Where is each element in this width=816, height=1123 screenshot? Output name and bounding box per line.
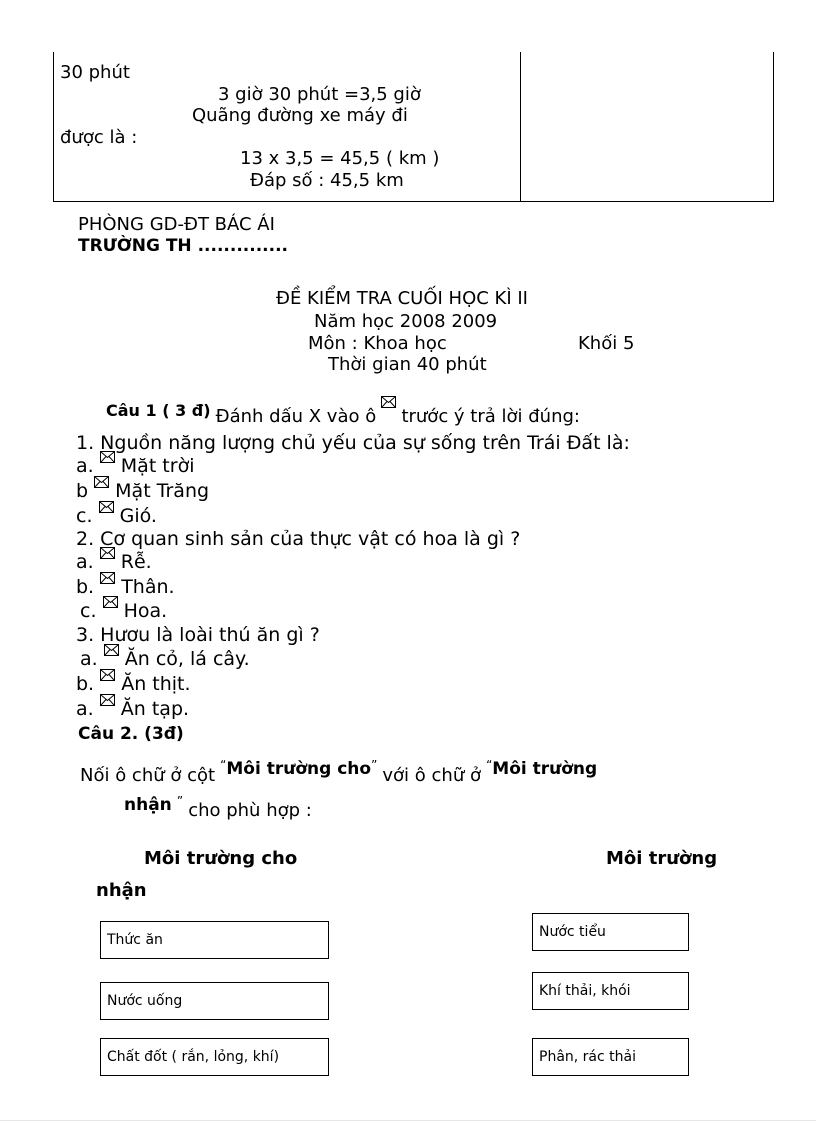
page-bottom-divider [0, 1120, 816, 1121]
exam-year: Năm học 2008 2009 [314, 311, 498, 332]
column-header-receive-b: nhận [96, 880, 147, 901]
left-item-box[interactable]: Nước uống [100, 982, 329, 1020]
left-item-box[interactable]: Chất đốt ( rắn, lỏng, khí) [100, 1038, 329, 1076]
right-item-box[interactable]: Nước tiểu [532, 913, 689, 951]
close-quote: ” [176, 794, 184, 808]
table-calc: 13 x 3,5 = 45,5 ( km ) [240, 148, 440, 169]
table-right-border [773, 52, 774, 202]
checkbox-icon[interactable] [99, 501, 114, 513]
exam-subject: Môn : Khoa học [308, 333, 447, 354]
option-prefix: a. [76, 698, 94, 720]
q1-sub1-question: 1. Nguồn năng lượng chủ yếu của sự sống trên Trái Đất là: [76, 432, 630, 454]
option-text: Ăn tạp. [120, 698, 190, 720]
q2-instruction-line1 [80, 758, 598, 786]
exam-title: ĐỀ KIỂM TRA CUỐI HỌC KÌ II [276, 288, 528, 309]
option-prefix: b. [76, 576, 95, 598]
q2-col-receive-b: nhận [124, 795, 172, 815]
q1-sub3-option-a [80, 648, 250, 670]
table-bottom-border [53, 201, 774, 202]
office-name: PHÒNG GD-ĐT BÁC ÁI [78, 214, 275, 235]
option-prefix: b [76, 480, 89, 502]
left-item-box[interactable]: Thức ăn [100, 921, 329, 959]
exam-time: Thời gian 40 phút [328, 354, 487, 375]
q2-instruction-line2 [124, 794, 312, 821]
table-left-border [53, 52, 54, 202]
q2-instruction-mid: với ô chữ ở [382, 765, 481, 786]
checkbox-icon [381, 396, 396, 408]
table-answer: Đáp số : 45,5 km [250, 170, 404, 191]
q1-sub2-question: 2. Cơ quan sinh sản của thực vật có hoa là gì ? [76, 528, 521, 550]
q1-sub1-option-a [76, 455, 194, 477]
q1-label: Câu 1 ( 3 đ) [106, 401, 211, 420]
right-item-box[interactable]: Phân, rác thải [532, 1038, 689, 1076]
q2-col-receive-a: Môi trường [492, 759, 598, 779]
school-name: TRƯỜNG TH .............. [78, 236, 288, 256]
q1-sub3-option-c [76, 698, 189, 720]
option-text: Thân. [121, 576, 175, 598]
table-mid-border [520, 52, 521, 202]
exam-grade: Khối 5 [578, 333, 635, 354]
close-quote: ” [371, 758, 378, 772]
q2-instruction-post: cho phù hợp : [188, 800, 312, 821]
checkbox-icon[interactable] [100, 451, 115, 463]
q1-instruction-post: trước ý trả lời đúng: [401, 406, 580, 427]
q2-instruction-pre: Nối ô chữ ở cột [80, 765, 216, 786]
open-quote: “ [486, 758, 493, 772]
option-text: Mặt trời [120, 455, 195, 477]
open-quote: “ [220, 758, 227, 772]
column-header-give: Môi trường cho [144, 848, 298, 869]
option-prefix: c. [76, 505, 93, 527]
option-prefix: c. [80, 600, 97, 622]
table-distance-label: Quãng đường xe máy đi [192, 105, 408, 126]
option-prefix: b. [76, 673, 95, 695]
option-text: Ăn thịt. [121, 673, 191, 695]
option-prefix: a. [80, 648, 98, 670]
option-text: Mặt Trăng [115, 480, 210, 502]
table-distance-label-cont: được là : [60, 127, 138, 148]
option-text: Gió. [119, 505, 157, 527]
table-duration: 30 phút [60, 62, 130, 83]
option-text: Hoa. [123, 600, 168, 622]
q1-sub3-question: 3. Hươu là loài thú ăn gì ? [76, 624, 320, 646]
q1-instruction-pre: Đánh dấu X vào ô [215, 406, 377, 427]
checkbox-icon[interactable] [100, 669, 115, 681]
option-prefix: a. [76, 551, 94, 573]
checkbox-icon[interactable] [103, 596, 118, 608]
q1-instruction-line [106, 400, 580, 427]
option-text: Rễ. [120, 551, 152, 573]
checkbox-icon[interactable] [100, 547, 115, 559]
right-item-box[interactable]: Khí thải, khói [532, 972, 689, 1010]
checkbox-icon[interactable] [100, 572, 115, 584]
option-text: Ăn cỏ, lá cây. [124, 648, 250, 670]
checkbox-icon[interactable] [94, 476, 109, 488]
q1-sub3-option-b [76, 673, 191, 695]
q1-sub2-option-c [80, 600, 167, 622]
q2-label: Câu 2. (3đ) [78, 724, 184, 744]
q1-sub1-option-c [76, 505, 157, 527]
option-prefix: a. [76, 455, 94, 477]
checkbox-icon[interactable] [104, 644, 119, 656]
table-conversion: 3 giờ 30 phút =3,5 giờ [218, 84, 421, 105]
checkbox-icon[interactable] [100, 694, 115, 706]
column-header-receive-a: Môi trường [606, 848, 718, 869]
q1-sub2-option-a [76, 551, 152, 573]
q2-col-give: Môi trường cho [226, 759, 372, 779]
q1-sub2-option-b [76, 576, 175, 598]
q1-sub1-option-b [76, 480, 209, 502]
